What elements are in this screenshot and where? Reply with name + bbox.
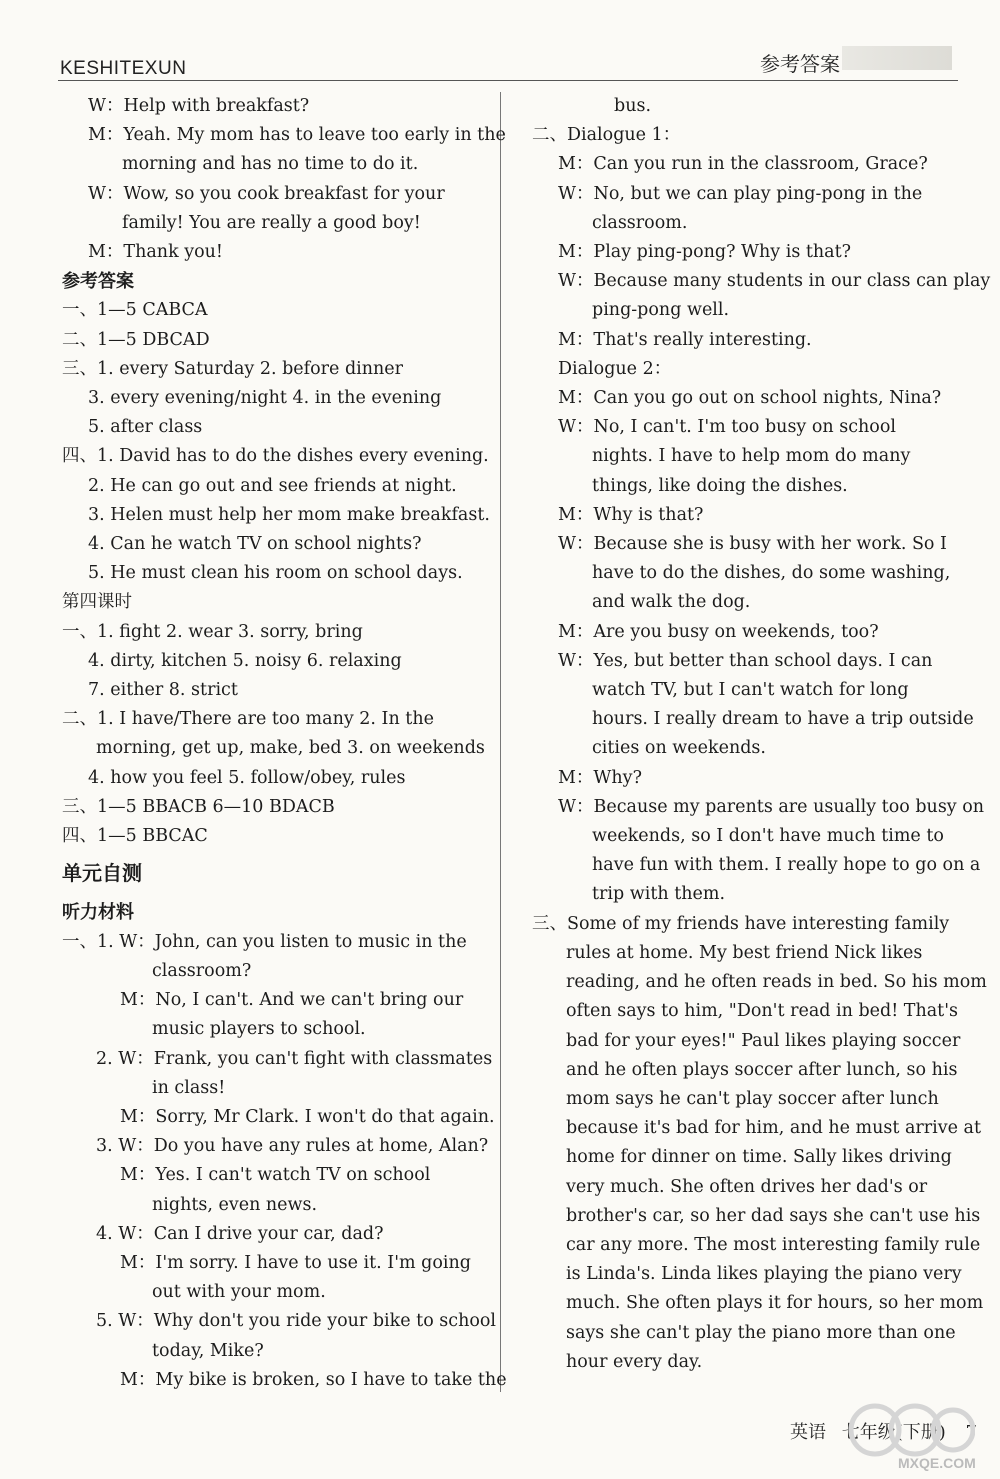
- line-label: 二、: [532, 125, 567, 146]
- line-text: Why?: [593, 767, 642, 788]
- text-line: [532, 734, 952, 763]
- header-band: [842, 46, 952, 70]
- line-text: Some of my friends have interesting family: [567, 913, 950, 934]
- text-line: [532, 1085, 952, 1114]
- text-line: [62, 150, 486, 179]
- line-text: Why don't you ride your bike to school: [153, 1311, 497, 1332]
- line-text: No, I can't. And we can't bring our: [155, 990, 464, 1011]
- line-label: W：: [558, 650, 594, 671]
- text-line: [532, 647, 952, 676]
- line-text: 3. every evening/night 4. in the evening: [88, 388, 442, 409]
- left-column: [62, 92, 507, 1395]
- line-text: Dialogue 2：: [558, 358, 672, 379]
- text-line: [62, 1220, 486, 1249]
- line-label: 四、: [62, 826, 97, 847]
- text-line: [532, 939, 952, 968]
- line-text: No, but we can play ping-pong in the: [593, 183, 923, 204]
- line-label: M：: [88, 125, 124, 146]
- line-text: John, can you listen to music in the: [154, 931, 467, 952]
- line-label: 2. W：: [96, 1048, 154, 1069]
- line-label: M：: [120, 1252, 156, 1273]
- text-line: [62, 705, 486, 734]
- line-text: 参考答案: [62, 271, 134, 293]
- line-label: 3. W：: [96, 1136, 154, 1157]
- line-text: says she can't play the piano more than one: [566, 1322, 956, 1343]
- text-line: [62, 898, 486, 927]
- line-label: W：: [558, 271, 594, 292]
- text-line: [62, 1074, 486, 1103]
- line-text: Frank, you can't fight with classmates: [153, 1048, 493, 1069]
- line-label: 4. W：: [96, 1223, 154, 1244]
- line-text: bus.: [614, 96, 652, 116]
- text-line: [532, 267, 991, 296]
- line-text: and walk the dog.: [592, 592, 751, 613]
- text-line: [532, 1173, 952, 1202]
- line-label: W：: [558, 183, 594, 204]
- line-text: music players to school.: [152, 1019, 366, 1040]
- text-line: [532, 92, 952, 121]
- text-line: [532, 910, 952, 939]
- line-label: M：: [558, 621, 594, 642]
- text-line: [532, 442, 952, 471]
- text-line: [532, 1027, 961, 1056]
- right-column: [532, 92, 991, 1377]
- text-line: [62, 859, 486, 888]
- line-text: Thank you!: [123, 242, 223, 263]
- text-line: [62, 121, 506, 150]
- text-line: [532, 880, 952, 909]
- line-text: classroom.: [592, 212, 688, 233]
- text-line: [532, 1202, 981, 1231]
- line-text: 1. every Saturday 2. before dinner: [97, 358, 404, 379]
- text-line: [62, 1366, 507, 1395]
- line-text: cities on weekends.: [592, 738, 766, 759]
- text-line: [62, 442, 489, 471]
- line-text: Because many students in our class can play: [593, 271, 991, 292]
- text-line: [62, 355, 486, 384]
- text-line: [532, 180, 952, 209]
- line-label: M：: [120, 1165, 156, 1186]
- text-line: [532, 822, 952, 851]
- line-text: Help with breakfast?: [123, 96, 310, 116]
- text-line: [532, 238, 952, 267]
- line-text: very much. She often drives her dad's or: [566, 1176, 928, 1197]
- line-text: No, I can't. I'm too busy on school: [593, 417, 896, 438]
- line-label: M：: [558, 242, 594, 263]
- text-line: [62, 1132, 489, 1161]
- line-text: rules at home. My best friend Nick likes: [566, 942, 923, 963]
- line-label: W：: [88, 96, 124, 116]
- text-line: [62, 180, 486, 209]
- line-text: Do you have any rules at home, Alan?: [153, 1136, 489, 1157]
- line-text: brother's car, so her dad says she can't use his: [566, 1205, 981, 1226]
- line-label: M：: [120, 1106, 156, 1127]
- text-line: [532, 121, 952, 150]
- line-text: morning, get up, make, bed 3. on weekends: [96, 738, 485, 759]
- text-line: [532, 705, 974, 734]
- line-label: M：: [558, 767, 594, 788]
- line-text: bad for your eyes!" Paul likes playing soccer: [566, 1030, 961, 1051]
- series-header: KESHITEXUN: [60, 58, 187, 79]
- line-label: M：: [558, 329, 594, 350]
- line-text: nights. I have to help mom do many: [592, 446, 911, 467]
- line-text: Dialogue 1：: [567, 125, 681, 146]
- text-line: [532, 1260, 962, 1289]
- line-label: 二、: [62, 709, 97, 730]
- text-line: [532, 384, 952, 413]
- line-text: 5. He must clean his room on school days.: [88, 563, 463, 584]
- text-line: [62, 1278, 486, 1307]
- line-text: have fun with them. I really hope to go on a: [592, 855, 981, 876]
- text-line: [532, 1231, 981, 1260]
- line-text: 单元自测: [62, 861, 142, 886]
- line-text: Yeah. My mom has to leave too early in the: [123, 125, 506, 146]
- line-text: My bike is broken, so I have to take the: [155, 1369, 507, 1390]
- line-label: W：: [558, 417, 594, 438]
- line-text: 1. David has to do the dishes every evening.: [97, 446, 489, 467]
- line-text: Can you run in the classroom, Grace?: [593, 154, 928, 175]
- text-line: [532, 296, 952, 325]
- line-text: Can I drive your car, dad?: [153, 1223, 384, 1244]
- text-line: [532, 472, 952, 501]
- line-text: Wow, so you cook breakfast for your: [123, 183, 445, 204]
- text-line: [62, 384, 486, 413]
- text-line: [62, 928, 486, 957]
- text-line: [532, 326, 952, 355]
- line-text: Because she is busy with her work. So I: [593, 534, 947, 555]
- line-text: 2. He can go out and see friends at night.: [88, 475, 457, 496]
- line-label: 一、1. W：: [62, 931, 155, 952]
- footer-grade: 七年级(下册): [841, 1422, 946, 1443]
- line-text: Are you busy on weekends, too?: [593, 621, 879, 642]
- line-text: 1—5 CABCA: [97, 300, 208, 321]
- text-line: [62, 764, 486, 793]
- line-label: 三、: [532, 913, 567, 934]
- line-label: M：: [88, 242, 124, 263]
- line-label: M：: [120, 990, 156, 1011]
- line-text: 1. fight 2. wear 3. sorry, bring: [97, 621, 363, 642]
- line-text: often says to him, "Don't read in bed! That's: [566, 1001, 958, 1022]
- footer-subject: 英语: [790, 1422, 826, 1443]
- text-line: [62, 559, 486, 588]
- watermark-text: MXQE.COM: [898, 1455, 976, 1471]
- line-text: family! You are really a good boy!: [122, 212, 421, 233]
- line-label: W：: [558, 534, 594, 555]
- line-text: Sorry, Mr Clark. I won't do that again.: [155, 1106, 495, 1127]
- line-text: mom says he can't play soccer after lunch: [566, 1088, 939, 1109]
- text-line: [62, 793, 486, 822]
- line-text: That's really interesting.: [593, 329, 812, 350]
- text-line: [62, 647, 486, 676]
- line-text: ping-pong well.: [592, 300, 730, 321]
- text-line: [62, 1249, 486, 1278]
- text-line: [62, 267, 486, 296]
- line-label: 一、: [62, 300, 97, 321]
- text-line: [532, 1056, 958, 1085]
- text-line: [532, 1114, 982, 1143]
- text-line: [532, 588, 952, 617]
- text-line: [532, 1289, 984, 1318]
- line-label: 三、: [62, 796, 97, 817]
- line-text: hour every day.: [566, 1351, 703, 1372]
- line-label: M：: [558, 504, 594, 525]
- text-line: [62, 92, 486, 121]
- line-text: 1—5 BBACB 6—10 BDACB: [97, 796, 335, 817]
- line-label: W：: [88, 183, 124, 204]
- line-text: Yes. I can't watch TV on school: [155, 1165, 431, 1186]
- text-line: [532, 413, 952, 442]
- line-label: M：: [120, 1369, 156, 1390]
- text-line: [62, 1161, 486, 1190]
- text-line: [62, 588, 486, 617]
- line-label: W：: [558, 796, 594, 817]
- line-text: reading, and he often reads in bed. So his mom: [566, 972, 987, 993]
- line-label: M：: [558, 154, 594, 175]
- line-label: 四、: [62, 446, 97, 467]
- text-line: [62, 618, 486, 647]
- text-line: [532, 997, 958, 1026]
- line-label: 二、: [62, 329, 97, 350]
- line-text: because it's bad for him, and he must arrive at: [566, 1118, 982, 1139]
- text-line: [62, 413, 486, 442]
- line-text: 第四课时: [62, 592, 132, 613]
- text-line: [62, 1307, 497, 1336]
- line-text: watch TV, but I can't watch for long: [592, 680, 909, 701]
- text-line: [62, 734, 486, 763]
- line-text: trip with them.: [592, 884, 726, 905]
- line-text: classroom?: [152, 960, 252, 981]
- text-line: [62, 1191, 486, 1220]
- line-text: in class!: [152, 1077, 226, 1098]
- line-text: Why is that?: [593, 504, 704, 525]
- text-line: [532, 1143, 952, 1172]
- text-line: [62, 296, 486, 325]
- text-line: [532, 851, 981, 880]
- text-line: [62, 238, 486, 267]
- line-label: 一、: [62, 621, 97, 642]
- line-text: Can you go out on school nights, Nina?: [593, 388, 942, 409]
- line-text: today, Mike?: [152, 1340, 264, 1361]
- line-text: hours. I really dream to have a trip outside: [592, 709, 974, 730]
- line-text: and he often plays soccer after lunch, so his: [566, 1059, 958, 1080]
- text-line: [532, 676, 952, 705]
- line-label: 5. W：: [96, 1311, 154, 1332]
- text-line: [62, 1045, 493, 1074]
- text-line: [532, 618, 952, 647]
- line-text: things, like doing the dishes.: [592, 475, 848, 496]
- text-line: [62, 472, 486, 501]
- line-text: out with your mom.: [152, 1282, 326, 1303]
- line-text: Play ping-pong? Why is that?: [593, 242, 852, 263]
- text-line: [62, 530, 486, 559]
- text-line: [62, 1015, 486, 1044]
- text-line: [62, 822, 486, 851]
- line-text: much. She often plays it for hours, so her mom: [566, 1293, 984, 1314]
- line-text: Yes, but better than school days. I can: [593, 650, 933, 671]
- column-divider: [500, 92, 501, 1392]
- line-text: 1—5 BBCAC: [97, 826, 208, 847]
- text-line: [62, 1103, 495, 1132]
- text-line: [532, 150, 952, 179]
- line-label: 三、: [62, 358, 97, 379]
- line-text: I'm sorry. I have to use it. I'm going: [155, 1252, 471, 1273]
- line-text: 听力材料: [62, 902, 134, 924]
- text-line: [532, 764, 952, 793]
- text-line: [62, 957, 486, 986]
- line-text: 4. Can he watch TV on school nights?: [88, 534, 422, 555]
- text-line: [532, 501, 952, 530]
- line-text: have to do the dishes, do some washing,: [592, 563, 951, 584]
- section-header: 参考答案: [760, 52, 840, 76]
- text-line: [532, 1319, 956, 1348]
- line-text: weekends, so I don't have much time to: [592, 826, 944, 847]
- text-line: [532, 1348, 952, 1377]
- text-line: [532, 793, 985, 822]
- line-text: home for dinner on time. Sally likes driving: [566, 1147, 952, 1168]
- text-line: [62, 676, 486, 705]
- text-line: [532, 559, 952, 588]
- line-text: Because my parents are usually too busy on: [593, 796, 985, 817]
- text-line: [62, 986, 486, 1015]
- line-text: car any more. The most interesting family rule: [566, 1234, 981, 1255]
- line-text: 4. dirty, kitchen 5. noisy 6. relaxing: [88, 650, 402, 671]
- line-text: morning and has no time to do it.: [122, 154, 419, 175]
- text-line: [62, 1337, 486, 1366]
- text-line: [62, 326, 486, 355]
- text-line: [532, 968, 987, 997]
- text-line: [532, 355, 952, 384]
- line-label: M：: [558, 388, 594, 409]
- line-text: 1. I have/There are too many 2. In the: [97, 709, 434, 730]
- line-text: 7. either 8. strict: [88, 680, 238, 701]
- page-number: 7: [965, 1422, 977, 1443]
- text-line: [532, 209, 952, 238]
- line-text: nights, even news.: [152, 1194, 318, 1215]
- text-line: [62, 209, 486, 238]
- text-line: [62, 501, 490, 530]
- text-line: [532, 530, 952, 559]
- line-text: 1—5 DBCAD: [97, 329, 210, 350]
- line-text: is Linda's. Linda likes playing the piano very: [566, 1264, 962, 1285]
- header-rule: [58, 80, 958, 81]
- line-text: 4. how you feel 5. follow/obey, rules: [88, 767, 406, 788]
- line-text: 3. Helen must help her mom make breakfast.: [88, 504, 490, 525]
- line-text: 5. after class: [88, 417, 203, 438]
